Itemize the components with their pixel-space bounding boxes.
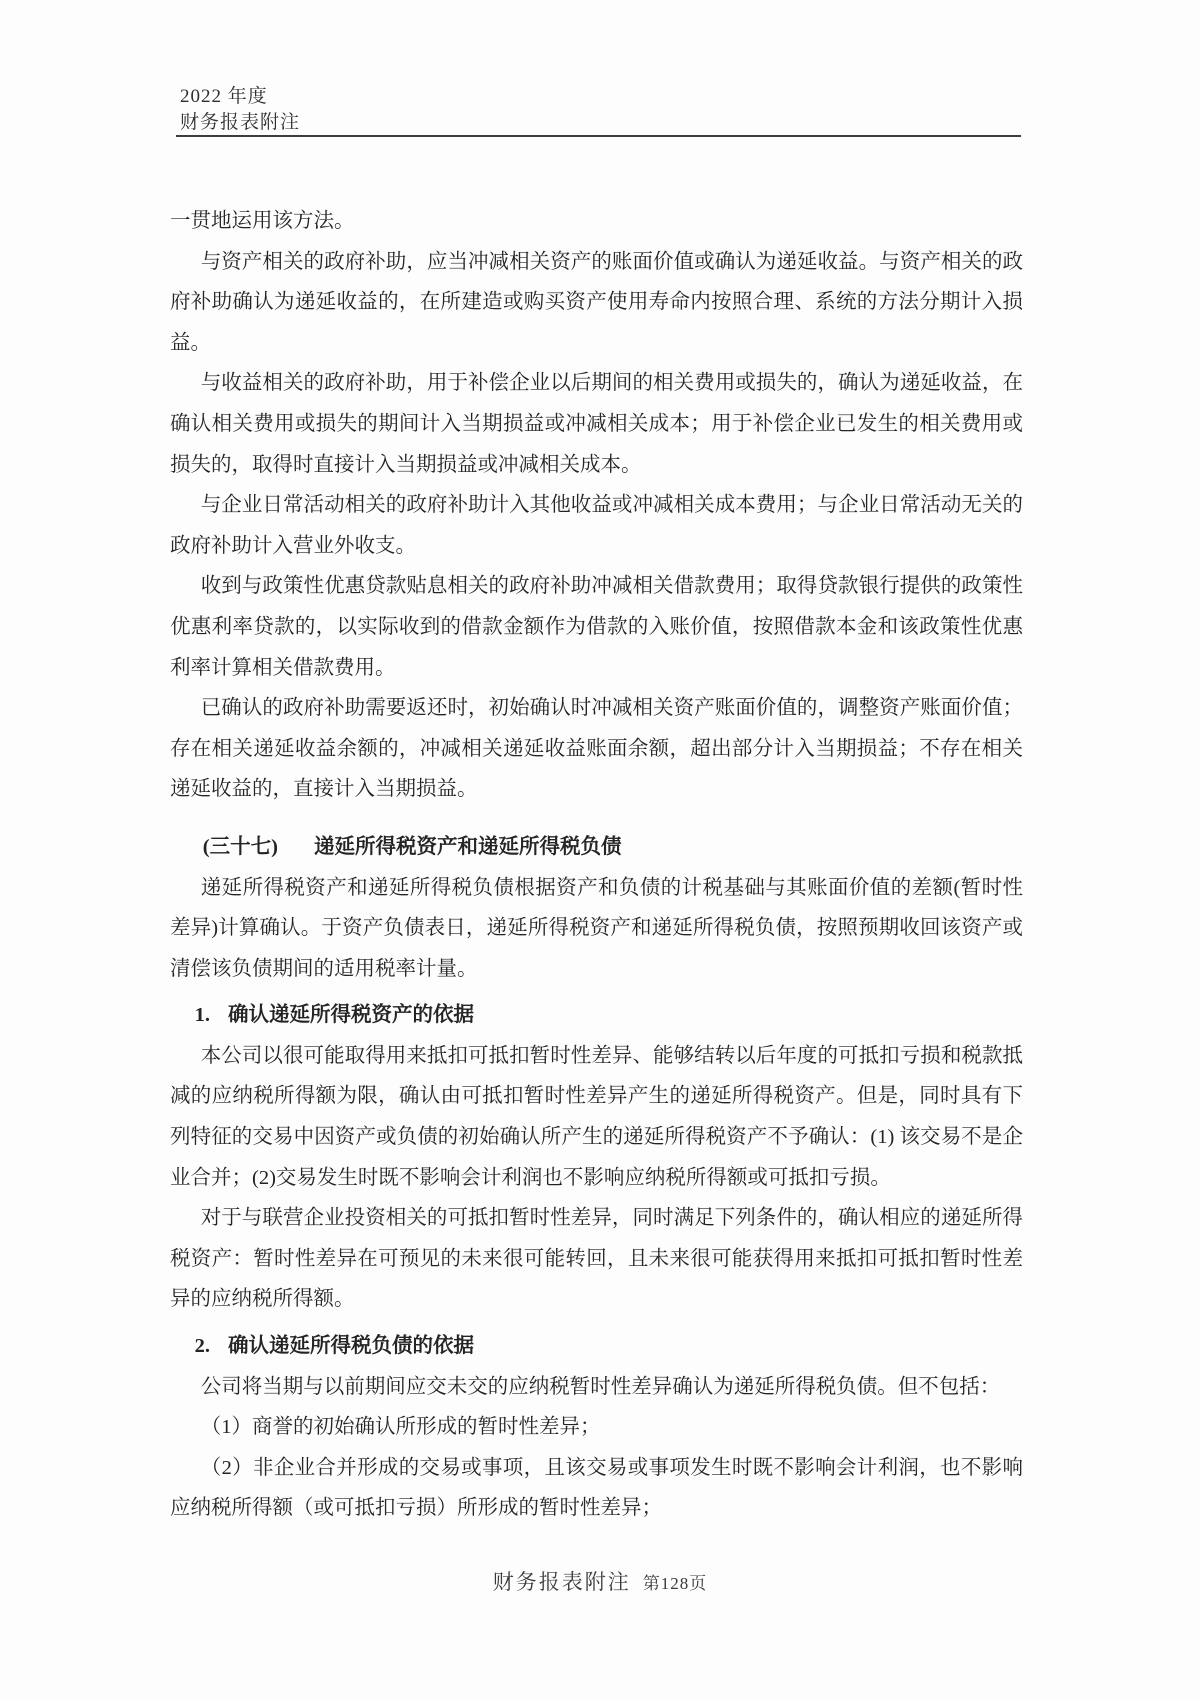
heading-title: 递延所得税资产和递延所得税负债 <box>313 835 622 858</box>
footer-page-number: 第128页 <box>642 1574 708 1593</box>
heading-title: 确认递延所得税负债的依据 <box>227 1335 474 1358</box>
numbered-heading <box>170 995 1023 1036</box>
paragraph: 递延所得税资产和递延所得税负债根据资产和负债的计税基础与其账面价值的差额(暂时性差异)计算确认。于资产负债表日，递延所得税资产和递延所得税负债，按照预期收回该资产或清偿该负债期间的适用税率计量。 <box>170 876 1023 980</box>
paragraph: 本公司以很可能取得用来抵扣可抵扣暂时性差异、能够结转以后年度的可抵扣亏损和税款抵减的应纳税所得额为限，确认由可抵扣暂时性差异产生的递延所得税资产。但是，同时具有下列特征的交易中因资产或负债的初始确认所产生的递延所得税资产不予确认：(1) 该交易不是企业合并；(2)交易发生时既不影响会计利润也不影响应纳税所得额或可抵扣亏损。 <box>170 1044 1023 1189</box>
paragraph-continuation: 一贯地运用该方法。 <box>170 210 355 232</box>
heading-title: 确认递延所得税资产的依据 <box>227 1004 474 1027</box>
paragraph: （2）非企业合并形成的交易或事项，且该交易或事项发生时既不影响会计利润，也不影响应纳税所得额（或可抵扣亏损）所形成的暂时性差异； <box>170 1456 1023 1520</box>
paragraph: 对于与联营企业投资相关的可抵扣暂时性差异，同时满足下列条件的，确认相应的递延所得税资产：暂时性差异在可预见的未来很可能转回，且未来很可能获得用来抵扣可抵扣暂时性差异的应纳税所得额。 <box>170 1207 1023 1311</box>
paragraph: 与收益相关的政府补助，用于补偿企业以后期间的相关费用或损失的，确认为递延收益，在确认相关费用或损失的期间计入当期损益或冲减相关成本；用于补偿企业已发生的相关费用或损失的，取得时直接计入当期损益或冲减相关成本。 <box>170 372 1023 476</box>
paragraph: 与资产相关的政府补助，应当冲减相关资产的账面价值或确认为递延收益。与资产相关的政府补助确认为递延收益的，在所建造或购买资产使用寿命内按照合理、系统的方法分期计入损益。 <box>170 250 1023 354</box>
page-footer <box>0 1566 1200 1596</box>
footer-doc-title: 财务报表附注 <box>492 1570 631 1594</box>
paragraph: 收到与政策性优惠贷款贴息相关的政府补助冲减相关借款费用；取得贷款银行提供的政策性优惠利率贷款的，以实际收到的借款金额作为借款的入账价值，按照借款本金和该政策性优惠利率计算相关借款费用。 <box>170 575 1023 679</box>
heading-label: 1. <box>194 1004 210 1027</box>
numbered-heading <box>170 1326 1023 1367</box>
heading-label: (三十七) <box>202 835 278 858</box>
paragraph: 与企业日常活动相关的政府补助计入其他收益或冲减相关成本费用；与企业日常活动无关的政府补助计入营业外收支。 <box>170 494 1023 557</box>
header-year: 2022 年度 <box>180 86 268 107</box>
section-heading <box>170 827 1023 868</box>
header-rule <box>176 135 1021 137</box>
heading-label: 2. <box>194 1335 210 1358</box>
paragraph: （1）商誉的初始确认所形成的暂时性差异； <box>200 1416 601 1439</box>
paragraph: 公司将当期与以前期间应交未交的应纳税暂时性差异确认为递延所得税负债。但不包括： <box>200 1375 1001 1398</box>
header-doc-title: 财务报表附注 <box>180 112 301 133</box>
document-body <box>170 201 1023 1529</box>
page-header <box>180 84 300 136</box>
paragraph: 已确认的政府补助需要返还时，初始确认时冲减相关资产账面价值的，调整资产账面价值；存在相关递延收益余额的，冲减相关递延收益账面余额，超出部分计入当期损益；不存在相关递延收益的，直接计入当期损益。 <box>170 697 1023 801</box>
